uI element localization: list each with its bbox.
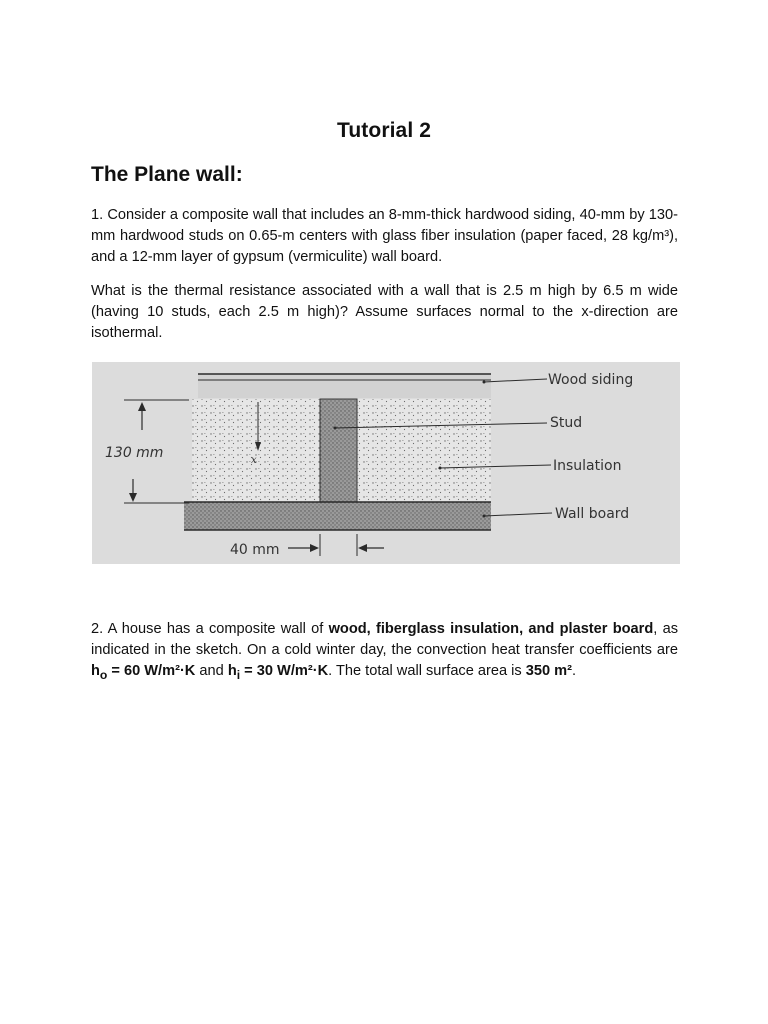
- label-wall-board: Wall board: [555, 506, 630, 522]
- p2-hi-value: = 30 W/m²·K: [240, 663, 329, 679]
- dimension-40mm: 40 mm: [230, 542, 280, 558]
- p2-ho-sub: o: [99, 667, 108, 682]
- wall-board-layer: [184, 502, 491, 530]
- problem-1-question: What is the thermal resistance associated with a wall that is 2.5 m high by 6.5 m wide (having 10 studs, each 2.5 m high)? Assume surfaces normal to the x-direction are isothermal.: [91, 283, 678, 341]
- page-title: Tutorial 2: [337, 119, 431, 142]
- p2-area: 350 m²: [525, 663, 573, 679]
- p2-mid2: . The total wall surface area is: [328, 663, 526, 679]
- p2-hi: [227, 663, 329, 682]
- p2-hi-sub: i: [236, 667, 241, 682]
- wood-siding-layer: [198, 374, 491, 398]
- section-heading: The Plane wall:: [91, 163, 243, 186]
- label-stud: Stud: [550, 415, 583, 431]
- problem-1-text: 1. Consider a composite wall that includes an 8-mm-thick hardwood siding, 40-mm by 130-mm hardwood studs on 0.65-m centers with glass fiber insulation (paper faced, 28 kg/m³), and a 12-mm layer of gypsum (vermiculite) wall board.: [91, 207, 678, 265]
- p2-and: and: [195, 663, 228, 679]
- p2-hi-label: h: [227, 663, 237, 679]
- p2-intro: 2. A house has a composite wall of: [91, 621, 329, 637]
- label-insulation: Insulation: [553, 458, 622, 474]
- insulation-right: [357, 399, 491, 502]
- label-wood-siding: Wood siding: [548, 372, 634, 388]
- p2-ho: [91, 663, 196, 682]
- x-axis-label: x: [251, 455, 257, 466]
- dimension-130mm: 130 mm: [105, 445, 164, 461]
- p2-ho-value: = 60 W/m²·K: [107, 663, 196, 679]
- p2-materials: wood, fiberglass insulation, and plaster board: [328, 621, 654, 637]
- p2-ho-label: h: [91, 663, 100, 679]
- p2-end: .: [572, 663, 577, 679]
- insulation-left: [192, 399, 320, 502]
- composite-wall-figure: [92, 362, 680, 564]
- p2-mid1: , as indicated in the sketch. On a cold winter day, the convection heat transfer coefficients are: [91, 621, 678, 658]
- stud: [320, 399, 357, 502]
- problem-2-text: [91, 619, 678, 686]
